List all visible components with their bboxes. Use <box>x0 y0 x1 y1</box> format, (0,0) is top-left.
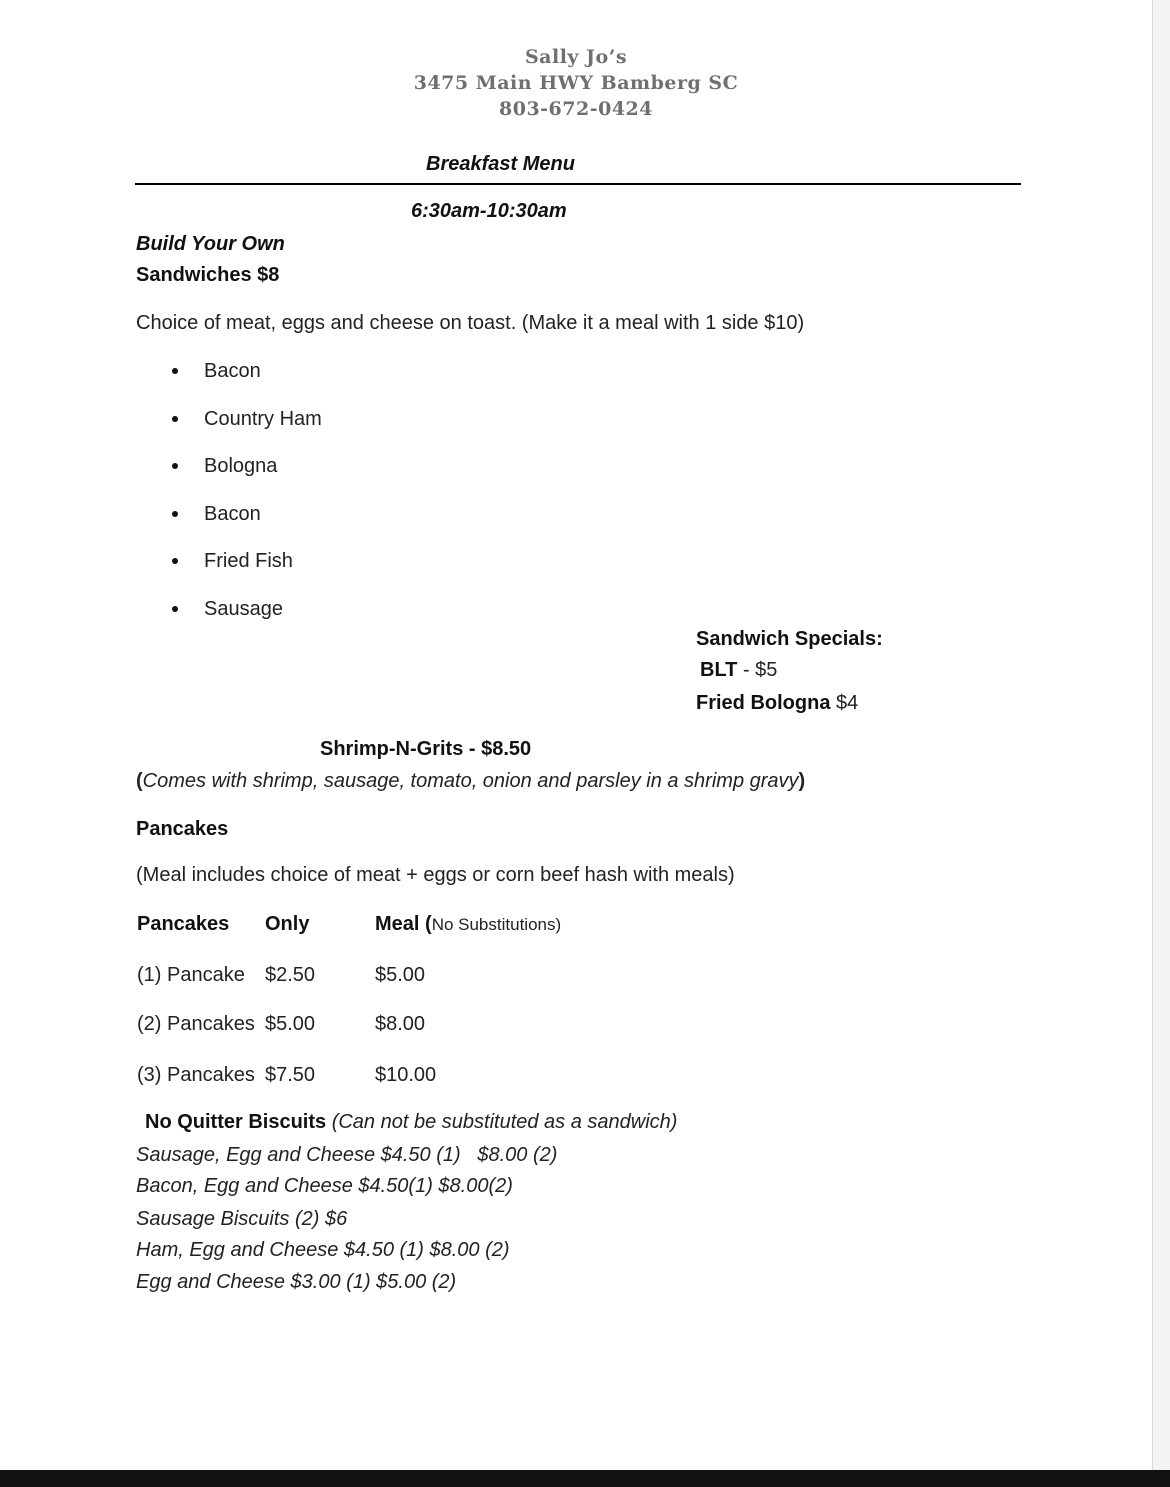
restaurant-phone: 803-672-0424 <box>499 98 653 120</box>
list-item: Sausage <box>170 595 322 643</box>
sandwich-specials-heading: Sandwich Specials: <box>696 628 883 650</box>
meal-label: Meal ( <box>375 913 432 935</box>
col-header-only: Only <box>265 913 310 935</box>
sandwich-description: Choice of meat, eggs and cheese on toast. (Make it a meal with 1 side $10) <box>136 312 805 334</box>
pancake-row-only: $7.50 <box>265 1064 316 1086</box>
title-divider <box>135 183 1021 185</box>
blt-special <box>700 659 777 682</box>
biscuits-heading-line <box>145 1111 677 1134</box>
pancake-row-only: $5.00 <box>265 1013 316 1035</box>
viewer-gutter <box>1153 0 1170 1470</box>
sandwiches-price: Sandwiches $8 <box>136 264 280 286</box>
list-item: Fried Fish <box>170 547 322 595</box>
close-paren: ) <box>798 770 806 792</box>
shrimp-n-grits-detail: Comes with shrimp, sausage, tomato, onion and parsley in a shrimp gravy <box>142 770 799 792</box>
biscuits-heading: No Quitter Biscuits <box>145 1111 327 1133</box>
pancake-row-meal: $5.00 <box>375 964 426 986</box>
biscuit-item: Bacon, Egg and Cheese $4.50(1) $8.00(2) <box>136 1175 513 1197</box>
build-your-own-heading: Build Your Own <box>136 233 285 255</box>
hours: 6:30am-10:30am <box>411 200 567 222</box>
shrimp-n-grits-description <box>136 770 805 793</box>
menu-title: Breakfast Menu <box>426 153 575 175</box>
open-paren: ( <box>136 770 143 792</box>
col-header-meal <box>375 913 561 936</box>
viewer-bottom-bar <box>0 1470 1170 1487</box>
pancake-row-meal: $8.00 <box>375 1013 426 1035</box>
biscuits-heading-note: (Can not be substituted as a sandwich) <box>326 1111 678 1133</box>
list-item: Bacon <box>170 357 322 405</box>
biscuit-item: Ham, Egg and Cheese $4.50 (1) $8.00 (2) <box>136 1239 510 1261</box>
pancake-row-label: (2) Pancakes <box>137 1013 255 1035</box>
pancake-row-only: $2.50 <box>265 964 316 986</box>
restaurant-address: 3475 Main HWY Bamberg SC <box>413 72 739 94</box>
blt-name: BLT <box>700 659 738 681</box>
list-item: Country Ham <box>170 405 322 453</box>
biscuit-item: Sausage Biscuits (2) $6 <box>136 1208 348 1230</box>
shrimp-n-grits-title: Shrimp-N-Grits - $8.50 <box>320 738 532 760</box>
col-header-pancakes: Pancakes <box>137 913 230 935</box>
fried-bologna-name: Fried Bologna <box>696 692 831 714</box>
biscuit-item: Egg and Cheese $3.00 (1) $5.00 (2) <box>136 1271 457 1293</box>
blt-price: - $5 <box>737 659 778 681</box>
meal-note: No Substitutions) <box>431 915 562 934</box>
fried-bologna-special <box>696 692 858 715</box>
pancakes-note: (Meal includes choice of meat + eggs or corn beef hash with meals) <box>136 864 735 886</box>
list-item: Bologna <box>170 452 322 500</box>
meat-list <box>170 357 322 642</box>
pancake-row-label: (1) Pancake <box>137 964 245 986</box>
restaurant-name: Sally Jo’s <box>524 46 628 68</box>
pancake-row-meal: $10.00 <box>375 1064 437 1086</box>
list-item: Bacon <box>170 500 322 548</box>
biscuit-item: Sausage, Egg and Cheese $4.50 (1) $8.00 (2) <box>136 1144 558 1166</box>
pancakes-heading: Pancakes <box>136 818 229 840</box>
pancake-row-label: (3) Pancakes <box>137 1064 255 1086</box>
fried-bologna-price: $4 <box>830 692 859 714</box>
